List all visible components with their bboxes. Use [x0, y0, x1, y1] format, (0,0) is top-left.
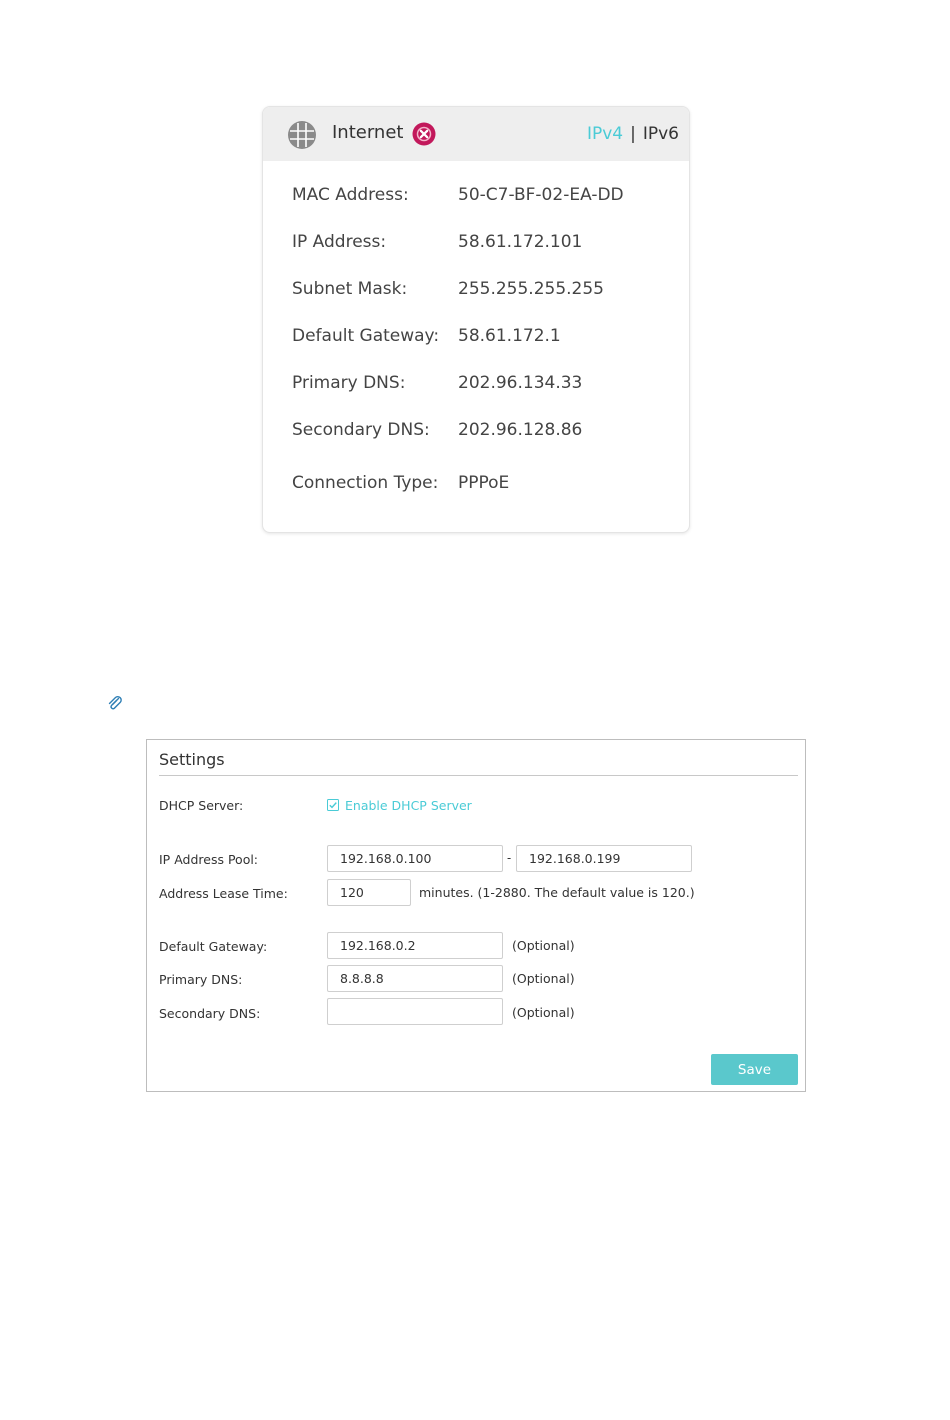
- settings-secondary-dns-label: Secondary DNS:: [159, 1006, 261, 1021]
- ip-version-switch: [587, 124, 679, 144]
- internet-card-header: [263, 107, 689, 161]
- connection-type-row: [263, 473, 689, 499]
- primary-dns-label: Primary DNS:: [292, 373, 406, 393]
- primary-dns-input[interactable]: [327, 965, 503, 992]
- settings-default-gateway-label: Default Gateway:: [159, 939, 268, 954]
- ip-address-value: 58.61.172.101: [458, 232, 583, 252]
- ip-address-label: IP Address:: [292, 232, 387, 252]
- ip-pool-start-input[interactable]: [327, 845, 503, 872]
- subnet-mask-label: Subnet Mask:: [292, 279, 408, 299]
- secondary-dns-value: 202.96.128.86: [458, 420, 583, 440]
- subnet-mask-row: [263, 279, 689, 305]
- default-gateway-row: [263, 326, 689, 352]
- x-circle-icon: [412, 122, 436, 146]
- address-lease-time-label: Address Lease Time:: [159, 886, 288, 901]
- ip-address-row: [263, 232, 689, 258]
- secondary-dns-input[interactable]: [327, 998, 503, 1025]
- dhcp-settings-panel: [146, 739, 806, 1092]
- ip-pool-end-input[interactable]: [516, 845, 692, 872]
- tab-ipv4[interactable]: IPv4: [586, 124, 624, 144]
- primary-dns-optional-hint: (Optional): [512, 971, 575, 986]
- lease-time-input[interactable]: [327, 879, 411, 906]
- default-gateway-value: 58.61.172.1: [458, 326, 561, 346]
- default-gateway-label: Default Gateway:: [292, 326, 440, 346]
- tab-separator: |: [630, 124, 636, 144]
- connection-type-value: PPPoE: [458, 473, 510, 493]
- internet-title: Internet: [332, 122, 404, 143]
- secondary-dns-optional-hint: (Optional): [512, 1005, 575, 1020]
- settings-divider: [159, 775, 798, 776]
- internet-status-card: [262, 106, 690, 533]
- mac-address-label: MAC Address:: [292, 185, 409, 205]
- default-gateway-input[interactable]: [327, 932, 503, 959]
- enable-dhcp-label[interactable]: Enable DHCP Server: [345, 798, 472, 813]
- primary-dns-value: 202.96.134.33: [458, 373, 583, 393]
- globe-icon: [287, 120, 317, 150]
- dhcp-server-label: DHCP Server:: [159, 798, 244, 813]
- ip-address-pool-label: IP Address Pool:: [159, 852, 259, 867]
- primary-dns-row: [263, 373, 689, 399]
- settings-primary-dns-label: Primary DNS:: [159, 972, 243, 987]
- save-button[interactable]: Save: [711, 1054, 798, 1085]
- ip-pool-separator: -: [507, 851, 512, 865]
- subnet-mask-value: 255.255.255.255: [458, 279, 605, 299]
- default-gateway-optional-hint: (Optional): [512, 938, 575, 953]
- secondary-dns-label: Secondary DNS:: [292, 420, 430, 440]
- enable-dhcp-checkbox[interactable]: [327, 799, 339, 811]
- lease-time-hint: minutes. (1-2880. The default value is 120.): [419, 885, 695, 900]
- paperclip-icon: [106, 694, 124, 712]
- mac-address-value: 50-C7-BF-02-EA-DD: [458, 185, 624, 205]
- tab-ipv6[interactable]: IPv6: [642, 124, 679, 144]
- settings-title: Settings: [159, 750, 225, 769]
- connection-type-label: Connection Type:: [292, 473, 439, 493]
- secondary-dns-row: [263, 420, 689, 446]
- mac-address-row: [263, 185, 689, 211]
